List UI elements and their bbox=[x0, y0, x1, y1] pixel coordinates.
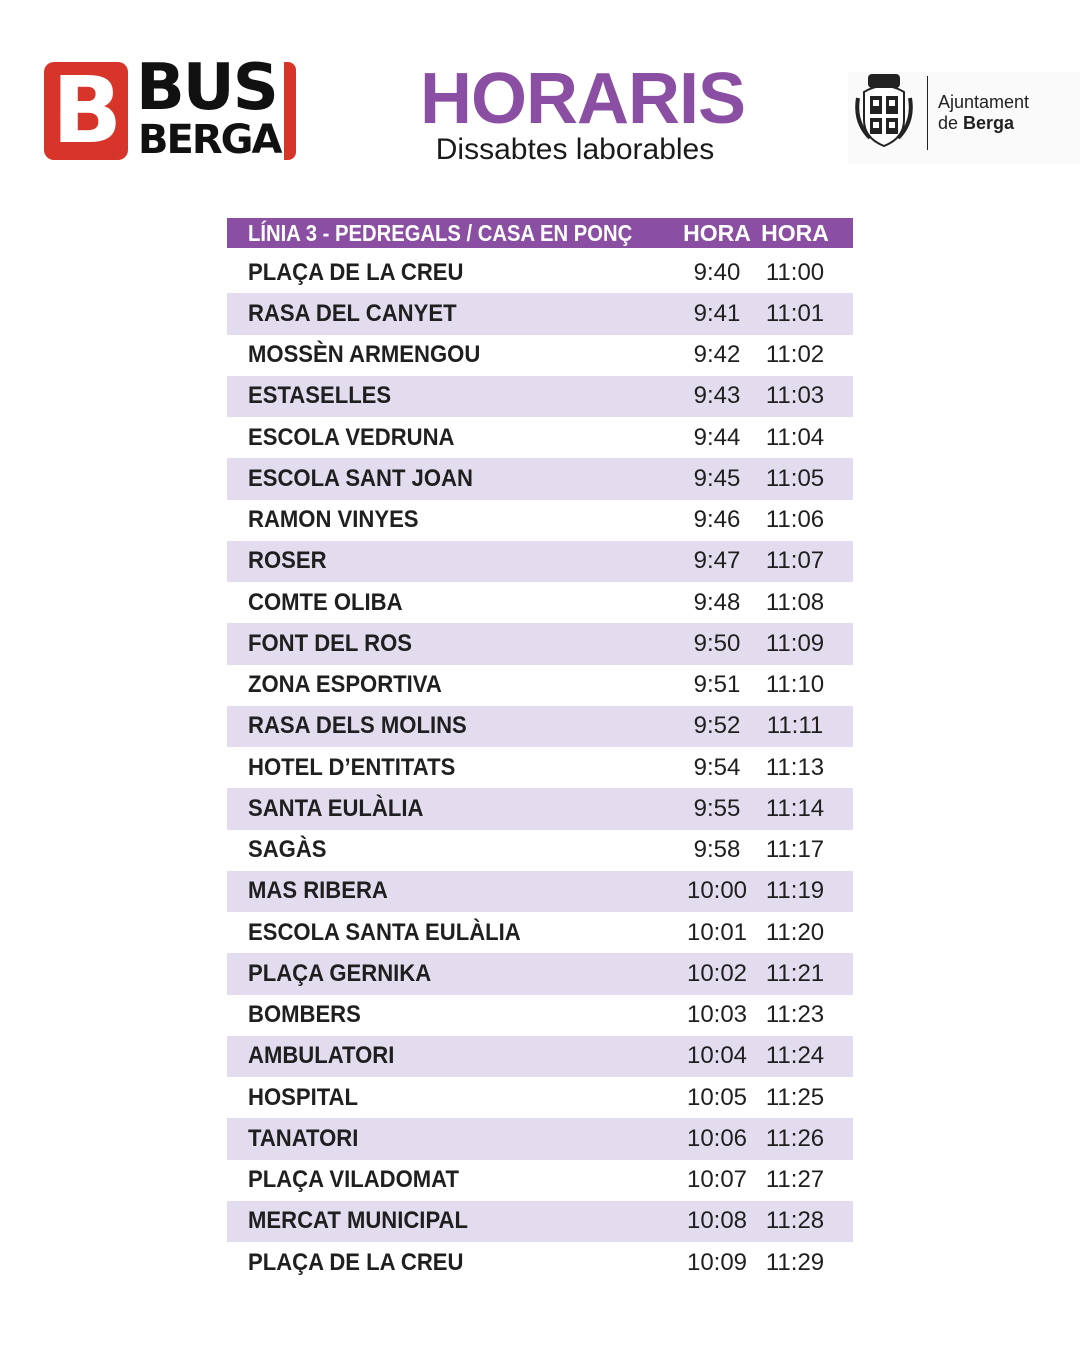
stop-name: ROSER bbox=[248, 547, 327, 575]
departure-time-1: 10:06 bbox=[686, 1124, 748, 1152]
departure-time-2: 11:10 bbox=[765, 671, 825, 699]
table-row bbox=[227, 500, 853, 541]
departure-time-1: 9:42 bbox=[693, 341, 741, 369]
departure-time-1: 9:48 bbox=[693, 588, 741, 616]
header-hora-1: HORA bbox=[683, 219, 751, 246]
departure-time-1: 9:45 bbox=[693, 464, 741, 492]
departure-time-2: 11:09 bbox=[765, 629, 825, 657]
council-name-line1: Ajuntament bbox=[938, 92, 1030, 112]
council-name-line2 bbox=[938, 113, 1014, 133]
departure-time-2: 11:20 bbox=[765, 918, 825, 946]
table-row bbox=[227, 541, 853, 582]
departure-time-1: 10:00 bbox=[686, 877, 748, 905]
table-row bbox=[227, 953, 853, 994]
table-row bbox=[227, 912, 853, 953]
departure-time-1: 9:54 bbox=[693, 753, 741, 781]
stop-name: MERCAT MUNICIPAL bbox=[248, 1207, 468, 1235]
departure-time-1: 9:50 bbox=[693, 629, 741, 657]
table-row bbox=[227, 1242, 853, 1283]
stop-name: COMTE OLIBA bbox=[248, 588, 403, 616]
departure-time-2: 11:00 bbox=[765, 258, 825, 286]
table-row bbox=[227, 582, 853, 623]
table-row bbox=[227, 293, 853, 334]
stop-name: ESCOLA VEDRUNA bbox=[248, 423, 455, 451]
stop-name: BOMBERS bbox=[248, 1001, 361, 1029]
header-line-name: LÍNIA 3 - PEDREGALS / CASA EN PONÇ bbox=[248, 219, 633, 246]
table-row bbox=[227, 788, 853, 829]
departure-time-1: 10:03 bbox=[686, 1001, 748, 1029]
departure-time-1: 10:08 bbox=[686, 1207, 748, 1235]
logo-berga-word: BERGA bbox=[138, 117, 281, 163]
stop-name: SAGÀS bbox=[248, 836, 327, 864]
stop-name: SANTA EULÀLIA bbox=[248, 794, 424, 822]
stop-name: MAS RIBERA bbox=[248, 877, 388, 905]
departure-time-2: 11:03 bbox=[765, 382, 825, 410]
table-row bbox=[227, 417, 853, 458]
title-block bbox=[420, 59, 746, 166]
departure-time-2: 11:13 bbox=[765, 753, 825, 781]
logo-divider bbox=[927, 76, 928, 150]
departure-time-1: 10:02 bbox=[686, 959, 748, 987]
departure-time-2: 11:21 bbox=[765, 959, 825, 987]
stop-name: RASA DELS MOLINS bbox=[248, 712, 467, 740]
departure-time-2: 11:07 bbox=[765, 547, 825, 575]
table-row bbox=[227, 335, 853, 376]
departure-time-1: 9:41 bbox=[693, 299, 741, 327]
departure-time-1: 9:47 bbox=[693, 547, 741, 575]
table-row bbox=[227, 706, 853, 747]
departure-time-1: 9:46 bbox=[693, 506, 741, 534]
table-body bbox=[227, 252, 853, 1283]
council-prefix: de bbox=[938, 113, 964, 133]
departure-time-2: 11:26 bbox=[765, 1124, 825, 1152]
departure-time-1: 10:07 bbox=[686, 1166, 748, 1194]
stop-name: MOSSÈN ARMENGOU bbox=[248, 341, 481, 369]
table-row bbox=[227, 1201, 853, 1242]
ajuntament-logo bbox=[848, 72, 1080, 164]
departure-time-2: 11:08 bbox=[765, 588, 825, 616]
stop-name: TANATORI bbox=[248, 1124, 359, 1152]
table-row bbox=[227, 1077, 853, 1118]
departure-time-2: 11:25 bbox=[765, 1083, 825, 1111]
departure-time-2: 11:14 bbox=[765, 794, 825, 822]
stop-name: ESTASELLES bbox=[248, 382, 392, 410]
table-row bbox=[227, 623, 853, 664]
table-row bbox=[227, 995, 853, 1036]
table-header bbox=[227, 218, 853, 248]
stop-name: FONT DEL ROS bbox=[248, 629, 412, 657]
stop-name: ESCOLA SANT JOAN bbox=[248, 464, 473, 492]
departure-time-2: 11:05 bbox=[765, 464, 825, 492]
departure-time-2: 11:24 bbox=[765, 1042, 825, 1070]
departure-time-2: 11:11 bbox=[766, 712, 824, 740]
departure-time-1: 9:44 bbox=[693, 423, 741, 451]
departure-time-1: 9:55 bbox=[693, 794, 741, 822]
departure-time-2: 11:06 bbox=[765, 506, 825, 534]
departure-time-2: 11:01 bbox=[765, 299, 825, 327]
departure-time-2: 11:28 bbox=[765, 1207, 825, 1235]
logo-bus-word: BUS bbox=[136, 51, 277, 125]
departure-time-2: 11:23 bbox=[765, 1001, 825, 1029]
header-hora-2: HORA bbox=[761, 219, 829, 246]
departure-time-1: 9:40 bbox=[693, 258, 741, 286]
stop-name: ZONA ESPORTIVA bbox=[248, 671, 442, 699]
departure-time-2: 11:17 bbox=[765, 836, 825, 864]
page-subtitle: Dissabtes laborables bbox=[435, 133, 715, 166]
stop-name: PLAÇA GERNIKA bbox=[248, 959, 432, 987]
departure-time-1: 10:04 bbox=[686, 1042, 748, 1070]
stop-name: PLAÇA VILADOMAT bbox=[248, 1166, 459, 1194]
departure-time-1: 10:05 bbox=[686, 1083, 748, 1111]
departure-time-2: 11:19 bbox=[765, 877, 825, 905]
departure-time-2: 11:27 bbox=[765, 1166, 825, 1194]
page-title: HORARIS bbox=[420, 59, 746, 139]
stop-name: AMBULATORI bbox=[248, 1042, 395, 1070]
departure-time-1: 10:09 bbox=[686, 1248, 748, 1276]
table-row bbox=[227, 1118, 853, 1159]
bus-berga-logo bbox=[44, 51, 296, 164]
table-row bbox=[227, 830, 853, 871]
timetable bbox=[227, 218, 853, 1283]
table-row bbox=[227, 1036, 853, 1077]
table-row bbox=[227, 871, 853, 912]
council-town: Berga bbox=[963, 113, 1015, 133]
departure-time-1: 9:52 bbox=[693, 712, 741, 740]
table-row bbox=[227, 1160, 853, 1201]
stop-name: HOTEL D’ENTITATS bbox=[248, 753, 456, 781]
table-row bbox=[227, 376, 853, 417]
departure-time-1: 10:01 bbox=[686, 918, 748, 946]
stop-name: RAMON VINYES bbox=[248, 506, 419, 534]
table-row bbox=[227, 665, 853, 706]
departure-time-1: 9:51 bbox=[693, 671, 741, 699]
departure-time-1: 9:43 bbox=[693, 382, 741, 410]
departure-time-2: 11:04 bbox=[765, 423, 825, 451]
stop-name: PLAÇA DE LA CREU bbox=[248, 1248, 464, 1276]
departure-time-1: 9:58 bbox=[693, 836, 741, 864]
departure-time-2: 11:29 bbox=[765, 1248, 825, 1276]
stop-name: PLAÇA DE LA CREU bbox=[248, 258, 464, 286]
stop-name: RASA DEL CANYET bbox=[248, 299, 457, 327]
stop-name: HOSPITAL bbox=[248, 1083, 358, 1111]
stop-name: ESCOLA SANTA EULÀLIA bbox=[248, 918, 521, 946]
table-row bbox=[227, 458, 853, 499]
table-row bbox=[227, 252, 853, 293]
logo-b-letter: B bbox=[51, 57, 121, 164]
departure-time-2: 11:02 bbox=[765, 341, 825, 369]
coat-of-arms-icon bbox=[850, 72, 918, 150]
table-row bbox=[227, 747, 853, 788]
logo-red-bar bbox=[284, 62, 296, 160]
